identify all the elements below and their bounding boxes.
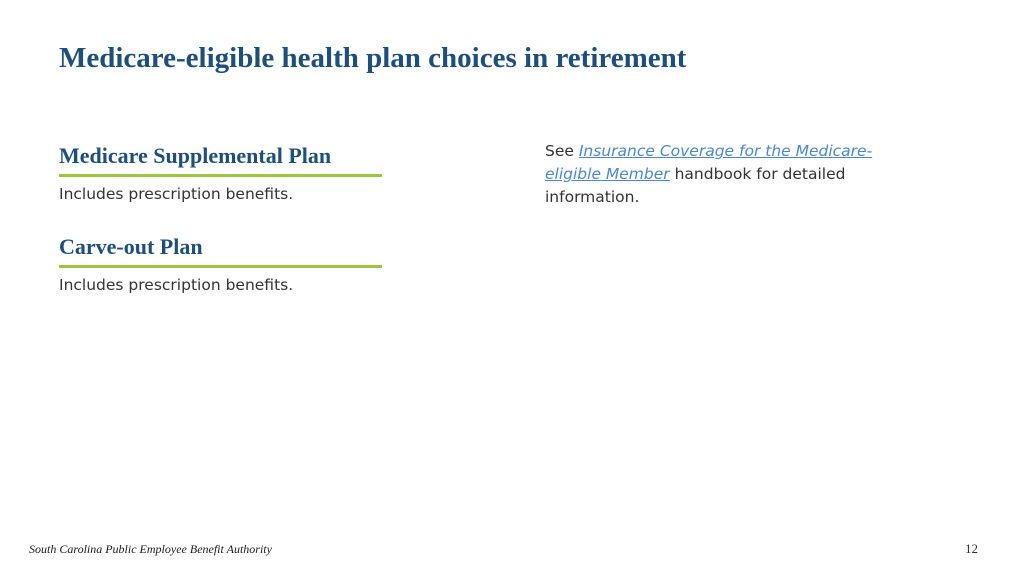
handbook-link[interactable]: Insurance Coverage for the Medicare-eligible Member xyxy=(545,142,873,183)
plan-medicare-supplemental xyxy=(59,143,382,203)
plan-carve-out xyxy=(59,234,382,294)
page-number: 12 xyxy=(965,541,978,556)
handbook-note xyxy=(545,140,915,209)
footer-organization: South Carolina Public Employee Benefit Authority xyxy=(29,542,272,556)
slide-title: Medicare-eligible health plan choices in retirement xyxy=(59,42,687,74)
note-prefix: See xyxy=(545,142,579,160)
plan-description: Includes prescription benefits. xyxy=(59,185,294,203)
note-suffix: handbook for detailed information. xyxy=(545,165,846,206)
plan-heading: Medicare Supplemental Plan xyxy=(59,143,382,177)
plan-heading: Carve-out Plan xyxy=(59,234,382,268)
plan-description: Includes prescription benefits. xyxy=(59,276,294,294)
